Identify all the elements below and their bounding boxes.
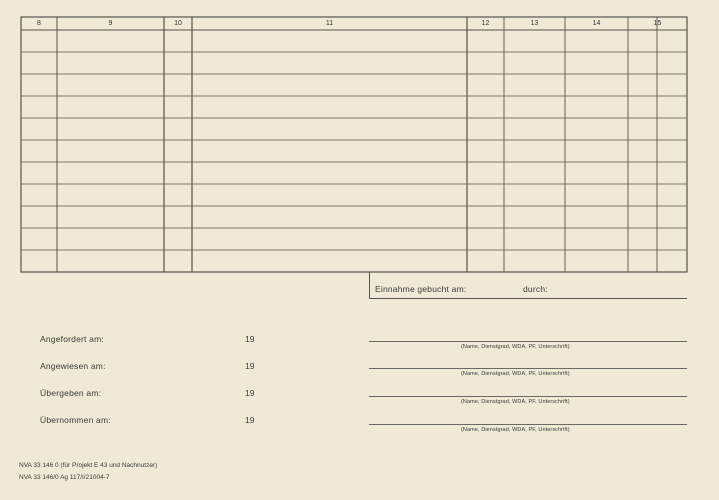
column-header-10: 10 [174, 20, 182, 27]
requested-label: Angefordert am: [40, 334, 104, 344]
requested-year: 19 [245, 334, 255, 344]
column-header-12: 12 [481, 20, 490, 27]
signature-caption-3: (Name, Dienstgrad, WDA, PF, Unterschrift) [461, 399, 570, 405]
column-header-8: 8 [37, 20, 41, 27]
column-header-14: 14 [592, 20, 601, 27]
signature-caption-4: (Name, Dienstgrad, WDA, PF, Unterschrift) [461, 427, 570, 433]
signature-line-4 [369, 424, 687, 425]
signature-line-1 [369, 341, 687, 342]
booked-by-label: durch: [523, 284, 548, 294]
taken-over-year: 19 [245, 415, 255, 425]
column-header-15: 15 [653, 20, 662, 27]
signature-line-2 [369, 368, 687, 369]
taken-over-label: Übernommen am: [40, 415, 111, 425]
signature-line-3 [369, 396, 687, 397]
handed-over-label: Übergeben am: [40, 388, 102, 398]
booking-box-bottom [369, 298, 687, 299]
footer-form-number: NVA 33 146 0 (für Projekt E 43 und Nachnutzer) [19, 462, 158, 469]
signature-caption-1: (Name, Dienstgrad, WDA, PF, Unterschrift) [461, 344, 570, 350]
booked-label: Einnahme gebucht am: [375, 284, 467, 294]
assigned-year: 19 [245, 361, 255, 371]
footer-print-code: NVA 33 146/0 Ag 117/I/21004-7 [19, 474, 110, 481]
signature-caption-2: (Name, Dienstgrad, WDA, PF, Unterschrift) [461, 371, 570, 377]
column-header-9: 9 [108, 20, 113, 27]
assigned-label: Angewiesen am: [40, 361, 106, 371]
column-header-13: 13 [530, 20, 539, 27]
handed-over-year: 19 [245, 388, 255, 398]
column-header-11: 11 [325, 20, 334, 27]
booking-box-border [369, 272, 370, 299]
